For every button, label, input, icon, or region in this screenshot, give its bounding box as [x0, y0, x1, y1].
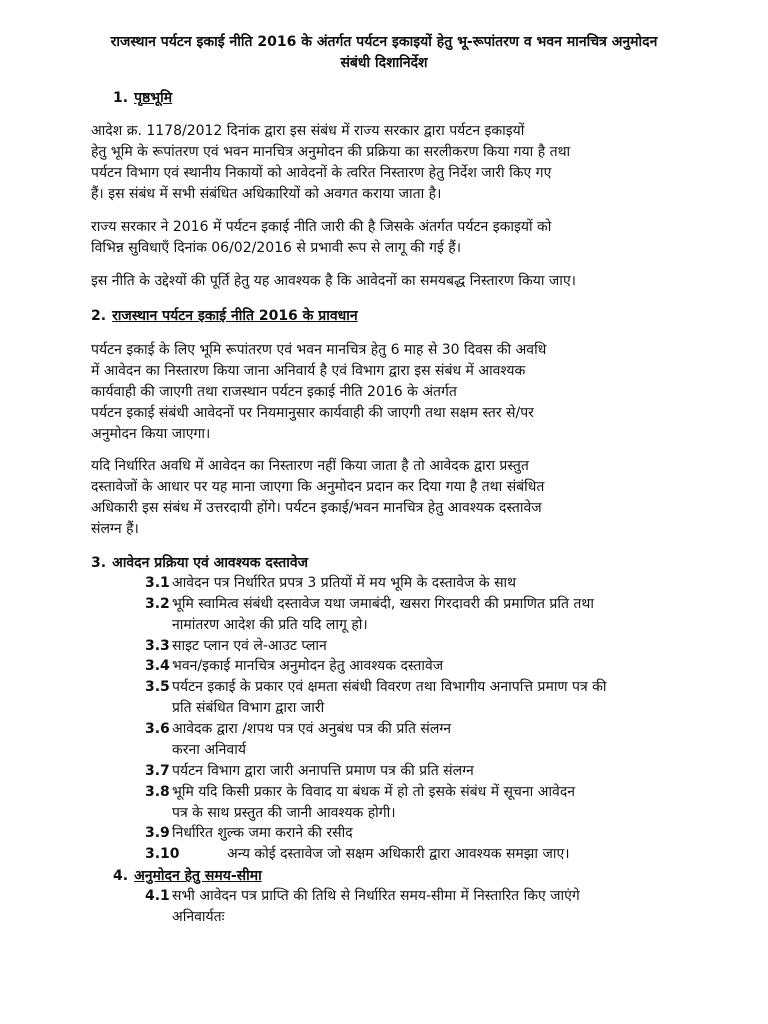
paragraph-line: कार्यवाही की जाएगी तथा राजस्थान पर्यटन इकाई नीति 2016 के अंतर्गत: [91, 384, 457, 400]
paragraph-line: में आवेदन का निस्तारण किया जाना अनिवार्य है एवं विभाग द्वारा इस संबंध में आवश्यक: [91, 363, 526, 379]
paragraph-line: आदेश क्र. 1178/2012 दिनांक द्वारा इस संबंध में राज्य सरकार द्वारा पर्यटन इकाइयों: [91, 123, 525, 139]
paragraph-line: अनुमोदन किया जाएगा।: [91, 426, 211, 442]
list-item-number: 3.4: [145, 658, 170, 674]
list-item-text: पत्र के साथ प्रस्तुत की जानी आवश्यक होगी।: [172, 805, 396, 821]
title-line-1: राजस्थान पर्यटन इकाई नीति 2016 के अंतर्गत पर्यटन इकाइयों हेतु भू-रूपांतरण व भवन मानचित्र अनुमोदन: [110, 34, 658, 50]
list-item: [145, 844, 677, 865]
paragraph-1: [91, 121, 677, 205]
list-item-text: भूमि यदि किसी प्रकार के विवाद या बंधक में हो तो इसके संबंध में सूचना आवेदन: [172, 784, 576, 800]
section-title: अनुमोदन हेतु समय-सीमा: [134, 868, 262, 884]
list-item: [145, 886, 677, 928]
list-item-number: 3.8: [145, 784, 170, 800]
list-item: [145, 823, 677, 844]
paragraph-line: हेतु भूमि के रूपांतरण एवं भवन मानचित्र अनुमोदन की प्रक्रिया का सरलीकरण किया गया है तथा: [91, 144, 571, 160]
section-3-heading: [91, 553, 308, 573]
title-line-2: संबंधी दिशानिर्देश: [340, 55, 428, 71]
section-4-heading: [113, 866, 262, 886]
paragraph-line: इस नीति के उद्देश्यों की पूर्ति हेतु यह आवश्यक है कि आवेदनों का समयबद्ध निस्तारण किया जाए।: [91, 273, 576, 289]
list-item-number: 3.3: [145, 638, 170, 654]
paragraph-line: राज्य सरकार ने 2016 में पर्यटन इकाई नीति जारी की है जिसके अंतर्गत पर्यटन इकाइयों को: [91, 219, 552, 235]
list-item-number: 3.9: [145, 825, 170, 841]
list-item-number: 3.5: [145, 679, 170, 695]
list-item-text: पर्यटन विभाग द्वारा जारी अनापत्ति प्रमाण पत्र की प्रति संलग्न: [172, 763, 474, 779]
list-item-number: 3.6: [145, 721, 170, 737]
list-item-text: पर्यटन इकाई के प्रकार एवं क्षमता संबंधी विवरण तथा विभागीय अनापत्ति प्रमाण पत्र की: [172, 679, 607, 695]
list-item-text: करना अनिवार्य: [172, 742, 246, 758]
list-item-number: 4.1: [145, 888, 170, 904]
list-item-text: अन्य कोई दस्तावेज जो सक्षम अधिकारी द्वारा आवश्यक समझा जाए।: [227, 846, 570, 862]
list-item-text: अनिवार्यतः: [172, 909, 225, 925]
list-item: [145, 782, 677, 824]
list-item-number: 3.2: [145, 596, 170, 612]
section-number: 3.: [91, 555, 107, 571]
list-item-text: भूमि स्वामित्व संबंधी दस्तावेज यथा जमाबंदी, खसरा गिरदावरी की प्रमाणित प्रति तथा: [172, 596, 594, 612]
list-item-number: 3.7: [145, 763, 170, 779]
paragraph-2: [91, 217, 677, 259]
section-2-heading: [91, 306, 358, 326]
section-number: 1.: [113, 90, 129, 106]
list-item: [145, 761, 677, 782]
list-item-text: भवन/इकाई मानचित्र अनुमोदन हेतु आवश्यक दस्तावेज: [172, 658, 444, 674]
list-item-text: सभी आवेदन पत्र प्राप्ति की तिथि से निर्धारित समय-सीमा में निस्तारित किए जाएंगे: [172, 888, 580, 904]
list-item-text: निर्धारित शुल्क जमा कराने की रसीद: [172, 825, 353, 841]
list-item-text: आवेदन पत्र निर्धारित प्रपत्र 3 प्रतियों में मय भूमि के दस्तावेज के साथ: [172, 575, 517, 591]
list-item-text: आवेदक द्वारा /शपथ पत्र एवं अनुबंध पत्र की प्रति संलग्न: [172, 721, 452, 737]
paragraph-line: दस्तावेजों के आधार पर यह माना जाएगा कि अनुमोदन प्रदान कर दिया गया है तथा संबंधित: [91, 479, 545, 495]
paragraph-4: [91, 340, 677, 445]
paragraph-line: हैं। इस संबंध में सभी संबंधित अधिकारियों को अवगत कराया जाता है।: [91, 186, 442, 202]
paragraph-line: अधिकारी इस संबंध में उत्तरदायी होंगे। पर्यटन इकाई/भवन मानचित्र हेतु आवश्यक दस्तावेज: [91, 500, 542, 516]
section-title: आवेदन प्रक्रिया एवं आवश्यक दस्तावेज: [112, 555, 309, 571]
list-item-text: प्रति संबंधित विभाग द्वारा जारी: [172, 700, 325, 716]
list-item-number: 3.10: [145, 846, 180, 862]
section-1-heading: [113, 88, 172, 108]
paragraph-3: [91, 271, 677, 292]
paragraph-line: पर्यटन इकाई के लिए भूमि रूपांतरण एवं भवन मानचित्र हेतु 6 माह से 30 दिवस की अवधि: [91, 342, 547, 358]
paragraph-line: विभिन्न सुविधाएँ दिनांक 06/02/2016 से प्रभावी रूप से लागू की गई हैं।: [91, 240, 462, 256]
list-item-text: नामांतरण आदेश की प्रति यदि लागू हो।: [172, 617, 368, 633]
section-title: राजस्थान पर्यटन इकाई नीति 2016 के प्रावधान: [112, 308, 358, 324]
section-number: 2.: [91, 308, 107, 324]
paragraph-line: संलग्न हैं।: [91, 521, 139, 537]
list-item: [145, 677, 677, 719]
list-item: [145, 636, 677, 657]
section-number: 4.: [113, 868, 129, 884]
paragraph-line: यदि निर्धारित अवधि में आवेदन का निस्तारण नहीं किया जाता है तो आवेदक द्वारा प्रस्तुत: [91, 458, 529, 474]
list-item: [145, 719, 677, 761]
list-item-number: 3.1: [145, 575, 170, 591]
paragraph-line: पर्यटन विभाग एवं स्थानीय निकायों को आवेदनों के त्वरित निस्तारण हेतु निर्देश जारी किए गए: [91, 165, 552, 181]
section-title: पृष्ठभूमि: [134, 90, 173, 106]
list-item: [145, 594, 677, 636]
list-item: [145, 573, 677, 594]
list-item: [145, 656, 677, 677]
paragraph-line: पर्यटन इकाई संबंधी आवेदनों पर नियमानुसार कार्यवाही की जाएगी तथा सक्षम स्तर से/पर: [91, 405, 534, 421]
document-title: [92, 32, 676, 74]
list-item-text: साइट प्लान एवं ले-आउट प्लान: [172, 638, 327, 654]
paragraph-5: [91, 456, 677, 540]
